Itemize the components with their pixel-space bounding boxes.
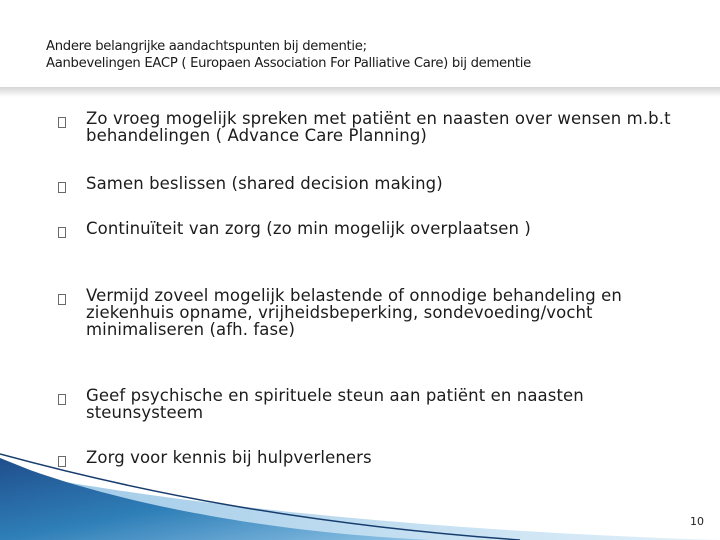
bullet-text: Vermijd zoveel mogelijk belastende of onnodige behandeling en ziekenhuis opname, vrijheidsbeperking, sondevoeding/vocht minimaliseren (afh. fase) [86,286,622,339]
checkbox-square-icon [58,117,66,128]
header-line-1: Andere belangrijke aandachtspunten bij dementie; [46,39,367,54]
slide-header [46,38,686,72]
header-divider [0,87,720,97]
page-number: 10 [690,515,704,528]
bullet-text: Samen beslissen (shared decision making) [86,174,443,193]
checkbox-square-icon [58,227,66,238]
checkbox-square-icon [58,182,66,193]
bullet-text: Zorg voor kennis bij hulpverleners [86,448,372,467]
decorative-wave [0,440,720,540]
checkbox-square-icon [58,394,66,405]
bullet-text: Continuïteit van zorg (zo min mogelijk overplaatsen ) [86,219,531,238]
bullet-text: Geef psychische en spirituele steun aan patiënt en naasten steunsysteem [86,386,584,422]
header-line-2: Aanbevelingen EACP ( Europaen Association For Palliative Care) bij dementie [46,56,531,71]
bullet-text: Zo vroeg mogelijk spreken met patiënt en naasten over wensen m.b.t behandelingen ( Advance Care Planning) [86,109,671,145]
checkbox-square-icon [58,294,66,305]
